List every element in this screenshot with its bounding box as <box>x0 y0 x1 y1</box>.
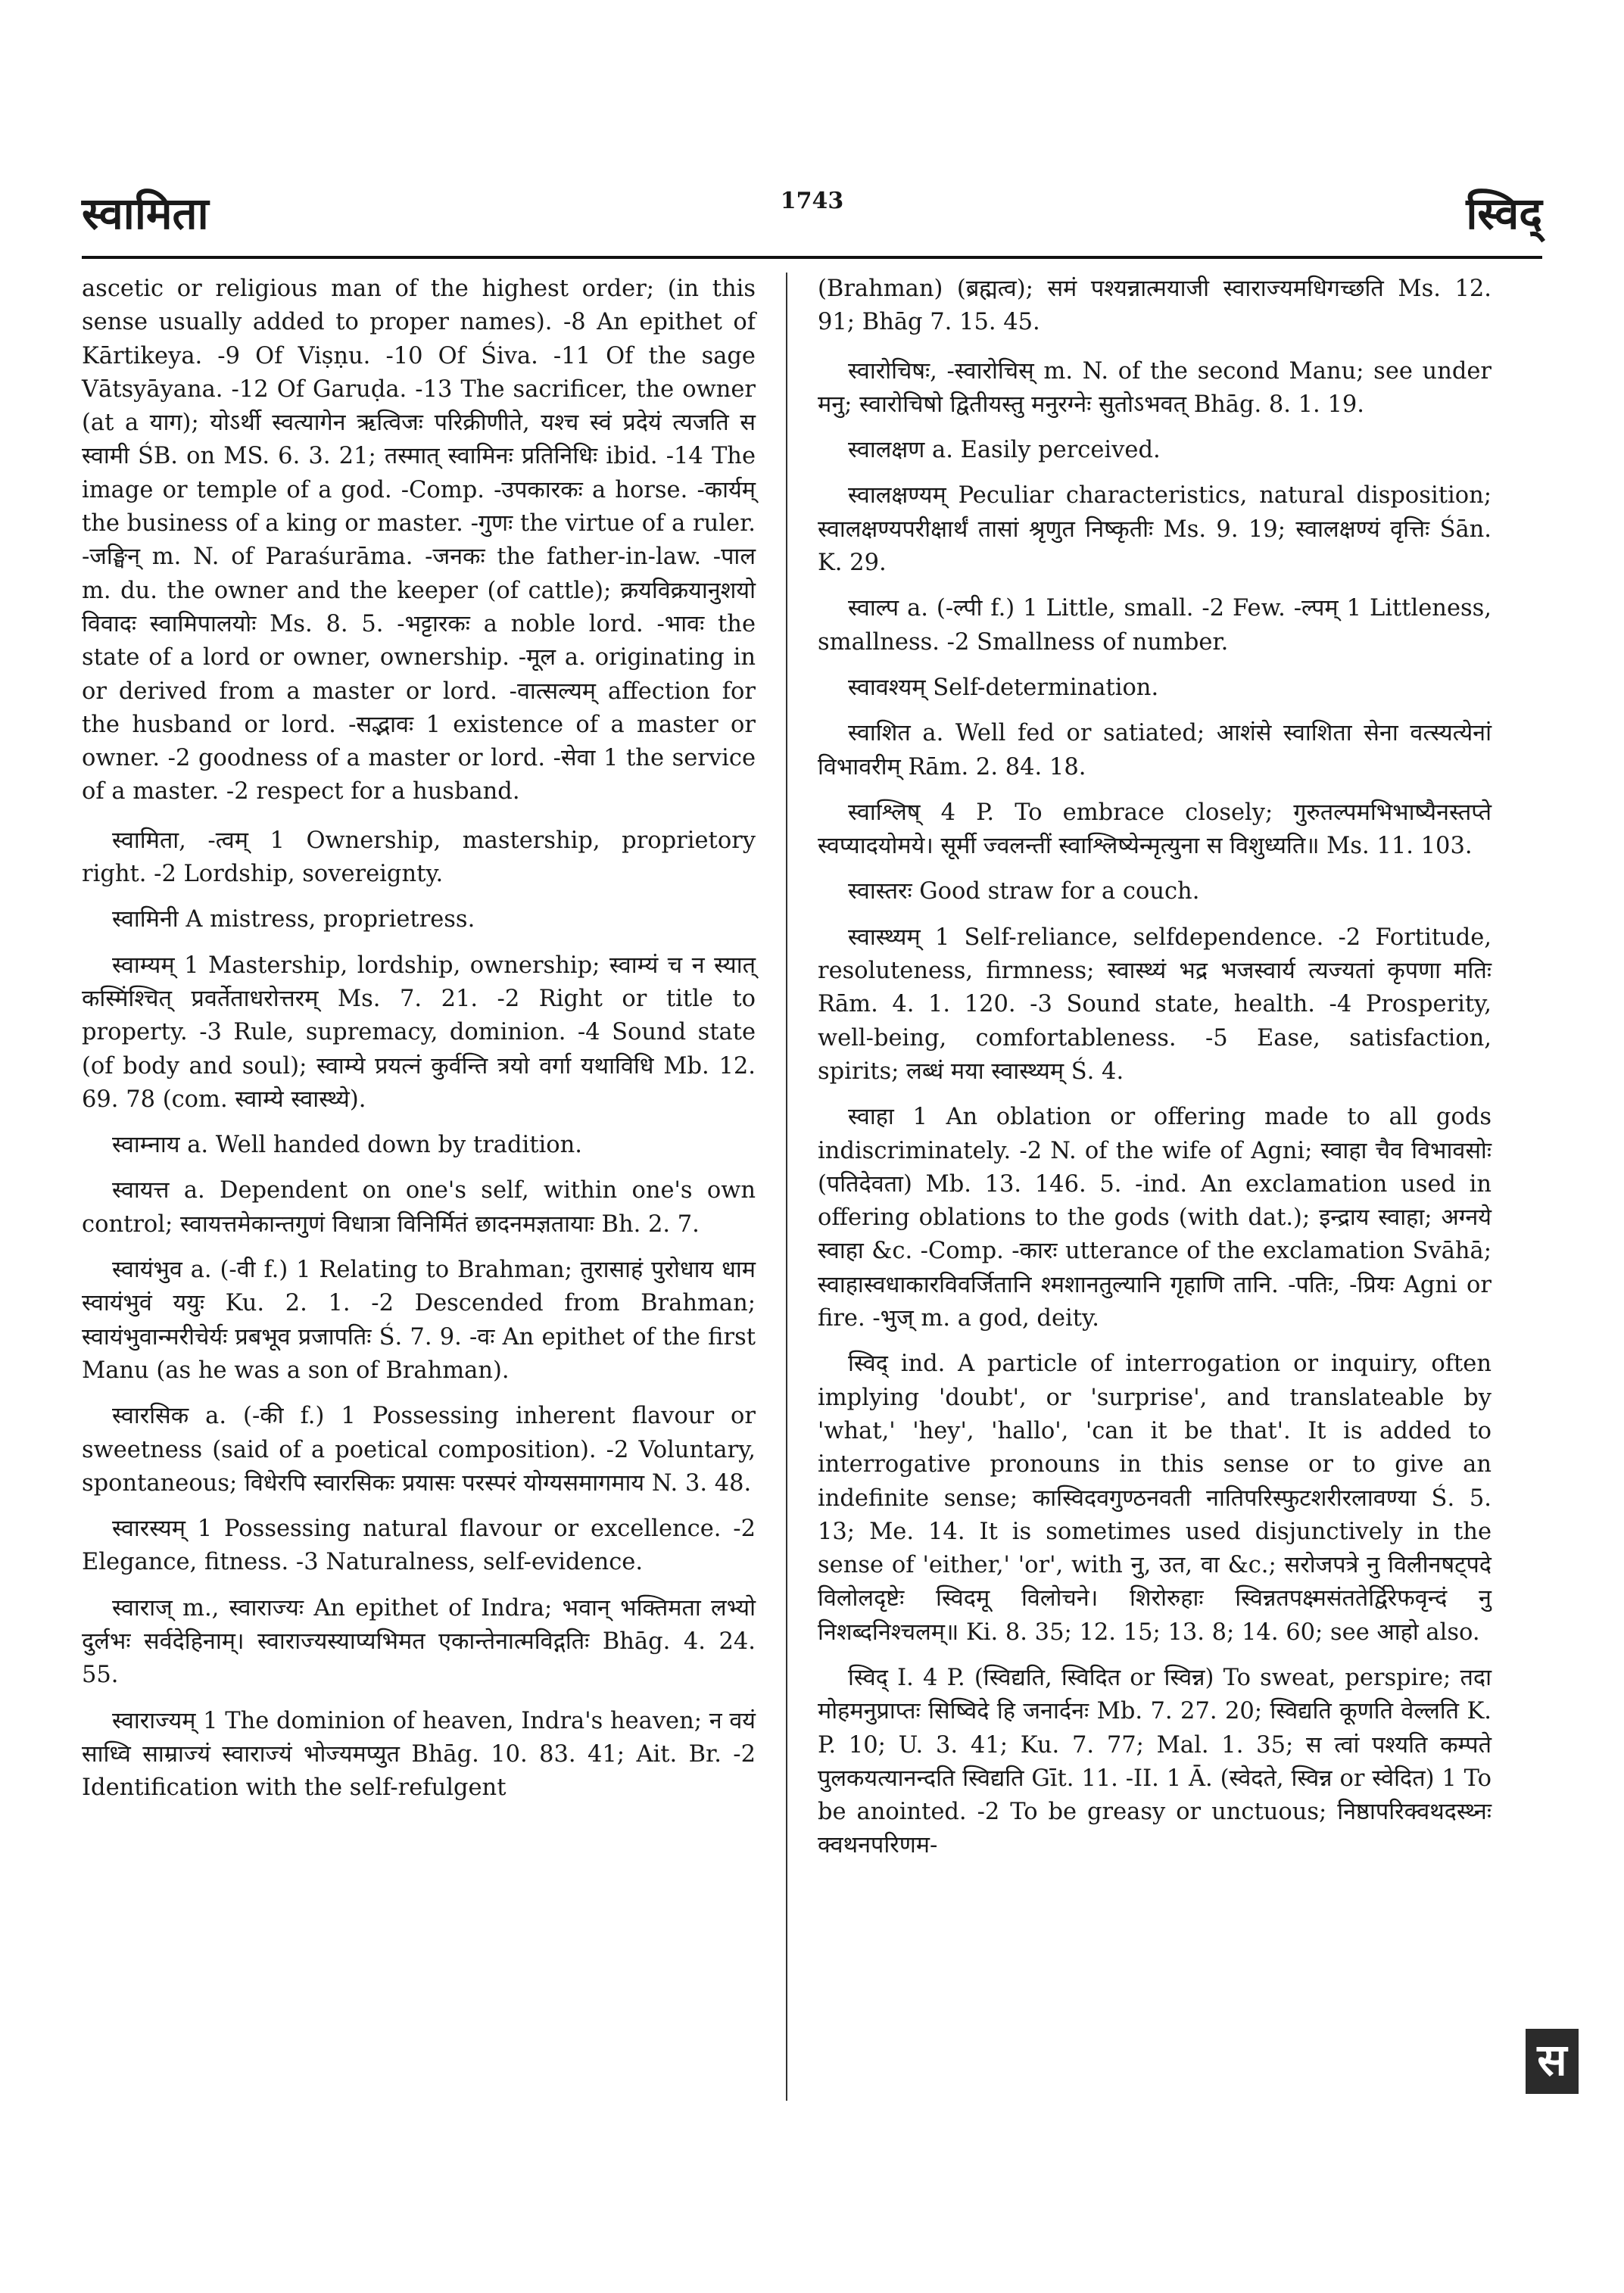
dictionary-entry: स्वास्थ्यम् 1 Self-reliance, selfdependence. -2 Fortitude, resoluteness, firmness; स्वास्थ्यं भद्र भजस्वार्य त्यज्यतां कृपणा मतिः Rām. 4. 1. 120. -3 Sound state, health. -4 Prosperity, well-being, comfortableness. -5 Ease, satisfaction, spirits; लब्धं मया स्वास्थ्यम् Ś. 4. <box>818 924 1492 1085</box>
dictionary-entry: स्वालक्षण्यम् Peculiar characteristics, natural disposition; स्वालक्षण्यपरीक्षार्थं तासां श्रृणुत निष्कृतीः Ms. 9. 19; स्वालक्षण्यं वृत्तिः Śān. K. 29. <box>818 482 1492 577</box>
dictionary-entry: स्वारस्यम् 1 Possessing natural flavour or excellence. -2 Elegance, fitness. -3 Naturalness, self-evidence. <box>82 1516 756 1576</box>
dictionary-entry: (Brahman) (ब्रह्मत्व); समं पश्यन्नात्मयाजी स्वाराज्यमधिगच्छति Ms. 12. 91; Bhāg 7. 15. 45. <box>818 276 1492 336</box>
dictionary-entry: स्वायत्त a. Dependent on one's self, within one's own control; स्वायत्तमेकान्तगुणं विधात्रा विनिर्मितं छादनमज्ञतायाः Bh. 2. 7. <box>82 1177 756 1238</box>
dictionary-entry: स्वारसिक a. (-की f.) 1 Possessing inherent flavour or sweetness (said of a poetical composition). -2 Voluntary, spontaneous; विधेरपि स्वारसिकः प्रयासः परस्परं योग्यसमागमाय N. 3. 48. <box>82 1403 756 1497</box>
dictionary-entry: स्वास्तरः Good straw for a couch. <box>848 878 1200 905</box>
dictionary-entry: ascetic or religious man of the highest order; (in this sense usually added to proper names). -8 An epithet of Kārtikeya. -9 Of Viṣṇu. -10 Of Śiva. -11 Of the sage Vātsyāyana. -12 Of Garuḍa. -13 The sacrificer, the owner (at a याग); योऽर्थी स्वत्यागेन ऋत्विजः परिक्रीणीते, यश्च स्वं प्रदेयं त्यजति स स्वामी ŚB. on MS. 6. 3. 21; तस्मात् स्वामिनः प्रतिनिधिः ibid. -14 The image or temple of a god. -Comp. -उपकारकः a horse. -कार्यम् the business of a king or master. -गुणः the virtue of a ruler. -जङ्घिन् m. N. of Paraśurāma. -जनकः the father-in-law. -पाल m. du. the owner and the keeper (of cattle); क्रयविक्रयानुशयो विवादः स्वामिपालयोः Ms. 8. 5. -भट्टारकः a noble lord. -भावः the state of a lord or owner, ownership. -मूल a. originating in or derived from a master or lord. -वात्सल्यम् affection for the husband or lord. -सद्भावः 1 existence of a master or owner. -2 goodness of a master or lord. -सेवा 1 the service of a master. -2 respect for a husband. <box>82 276 756 805</box>
dictionary-entry: स्वारोचिषः, -स्वारोचिस् m. N. of the second Manu; see under मनु; स्वारोचिषो द्वितीयस्तु मनुरग्नेः सुतोऽभवत् Bhāg. 8. 1. 19. <box>818 357 1492 418</box>
dictionary-entry: स्वावश्यम् Self-determination. <box>848 674 1159 701</box>
header-rule <box>82 256 1542 259</box>
dictionary-entry: स्वाम्यम् 1 Mastership, lordship, ownership; स्वाम्यं च न स्यात् कस्मिंश्चित् प्रवर्तेताधरोत्तरम् Ms. 7. 21. -2 Right or title to property. -3 Rule, supremacy, dominion. -4 Sound state (of body and soul); स्वाम्ये प्रयत्नं कुर्वन्ति त्रयो वर्गा यथाविधि Mb. 12. 69. 78 (com. स्वाम्ये स्वास्थ्ये). <box>82 952 756 1113</box>
thumb-index-tab: स <box>1526 2029 1579 2094</box>
dictionary-entry: स्वाल्प a. (-ल्पी f.) 1 Little, small. -2 Few. -ल्पम् 1 Littleness, smallness. -2 Smallness of number. <box>818 595 1492 656</box>
dictionary-entry: स्विद् ind. A particle of interrogation or inquiry, often implying 'doubt', or 'surprise', and translateable by 'what,' 'hey', 'hallo', 'can it be that'. It is added to interrogative pronouns in this sense or to give an indefinite sense; कास्विदवगुण्ठनवती नातिपरिस्फुटशरीरलावण्या Ś. 5. 13; Me. 14. It is sometimes used disjunctively in the sense of 'either,' 'or', with नु, उत, वा &c.; सरोजपत्रे नु विलीनषट्पदे विलोलदृष्टेः स्विदमू विलोचने। शिरोरुहाः स्विन्नतपक्ष्मसंततेर्द्विरेफवृन्दं नु निशब्दनिश्चलम्॥ Ki. 8. 35; 12. 15; 13. 8; 14. 60; see आहो also. <box>818 1351 1492 1646</box>
dictionary-entry: स्वाराज्यम् 1 The dominion of heaven, Indra's heaven; न वयं साध्वि साम्राज्यं स्वाराज्यं भोज्यमप्युत Bhāg. 10. 83. 41; Ait. Br. -2 Identification with the self-refulgent <box>82 1707 756 1802</box>
right-running-headword: स्विद् <box>1466 188 1542 239</box>
page-number: 1743 <box>780 188 844 214</box>
dictionary-entry: स्वाश्लिष् 4 P. To embrace closely; गुरुतल्पमभिभाष्यैनस्तप्ते स्वप्यादयोमये। सूर्मी ज्वलन्तीं स्वाश्लिष्येन्मृत्युना स विशुध्यति॥ Ms. 11. 103. <box>818 799 1492 860</box>
column-divider <box>786 273 787 2101</box>
dictionary-entry: स्वालक्षण a. Easily perceived. <box>848 437 1161 464</box>
dictionary-entry: स्वामिनी A mistress, proprietress. <box>112 906 475 933</box>
dictionary-entry: स्वामिता, -त्वम् 1 Ownership, mastership, proprietory right. -2 Lordship, sovereignty. <box>82 827 756 888</box>
dictionary-entry: स्वाम्नाय a. Well handed down by tradition. <box>112 1132 582 1159</box>
dictionary-entry: स्वायंभुव a. (-वी f.) 1 Relating to Brahman; तुरासाहं पुरोधाय धाम स्वायंभुवं ययुः Ku. 2. 1. -2 Descended from Brahman; स्वायंभुवान्मरीचेर्यः प्रबभूव प्रजापतिः Ś. 7. 9. -वः An epithet of the first Manu (as he was a son of Brahman). <box>82 1257 756 1384</box>
dictionary-entry: स्वाराज् m., स्वाराज्यः An epithet of Indra; भवान् भक्तिमता लभ्यो दुर्लभः सर्वदेहिनाम्। स्वाराज्यस्याप्यभिमत एकान्तेनात्मविद्गतिः Bhāg. 4. 24. 55. <box>82 1594 756 1689</box>
dictionary-entry: स्विद् I. 4 P. (स्विद्यति, स्विदित or स्विन्न) To sweat, perspire; तदा मोहमनुप्राप्तः सिष्विदे हि जनार्दनः Mb. 7. 27. 20; स्विद्यति कूणति वेल्लति K. P. 10; U. 3. 41; Ku. 7. 77; Mal. 1. 35; स त्वां पश्यति कम्पते पुलकयत्यानन्दति स्विद्यति Gīt. 11. -II. 1 Ā. (स्वेदते, स्विन्न or स्वेदित) 1 To be anointed. -2 To be greasy or unctuous; निष्ठापरिक्वथदस्थ्नः क्वथनपरिणम- <box>818 1664 1492 1859</box>
page-header <box>82 182 1542 257</box>
dictionary-entry: स्वाशित a. Well fed or satiated; आशंसे स्वाशिता सेना वत्स्यत्येनां विभावरीम् Rām. 2. 84. 18. <box>818 720 1492 780</box>
left-column <box>82 273 756 1817</box>
right-column <box>818 273 1492 1875</box>
left-running-headword: स्वामिता <box>82 188 209 239</box>
dictionary-entry: स्वाहा 1 An oblation or offering made to all gods indiscriminately. -2 N. of the wife of Agni; स्वाहा चैव विभावसोः (पतिदेवता) Mb. 13. 146. 5. -ind. An exclamation used in offering oblations to the gods (with dat.); इन्द्राय स्वाहा; अग्नये स्वाहा &c. -Comp. -कारः utterance of the exclamation Svāhā; स्वाहास्वधाकारविवर्जितानि श्मशानतुल्यानि गृहाणि तानि. -पतिः, -प्रियः Agni or fire. -भुज् m. a god, deity. <box>818 1104 1492 1332</box>
